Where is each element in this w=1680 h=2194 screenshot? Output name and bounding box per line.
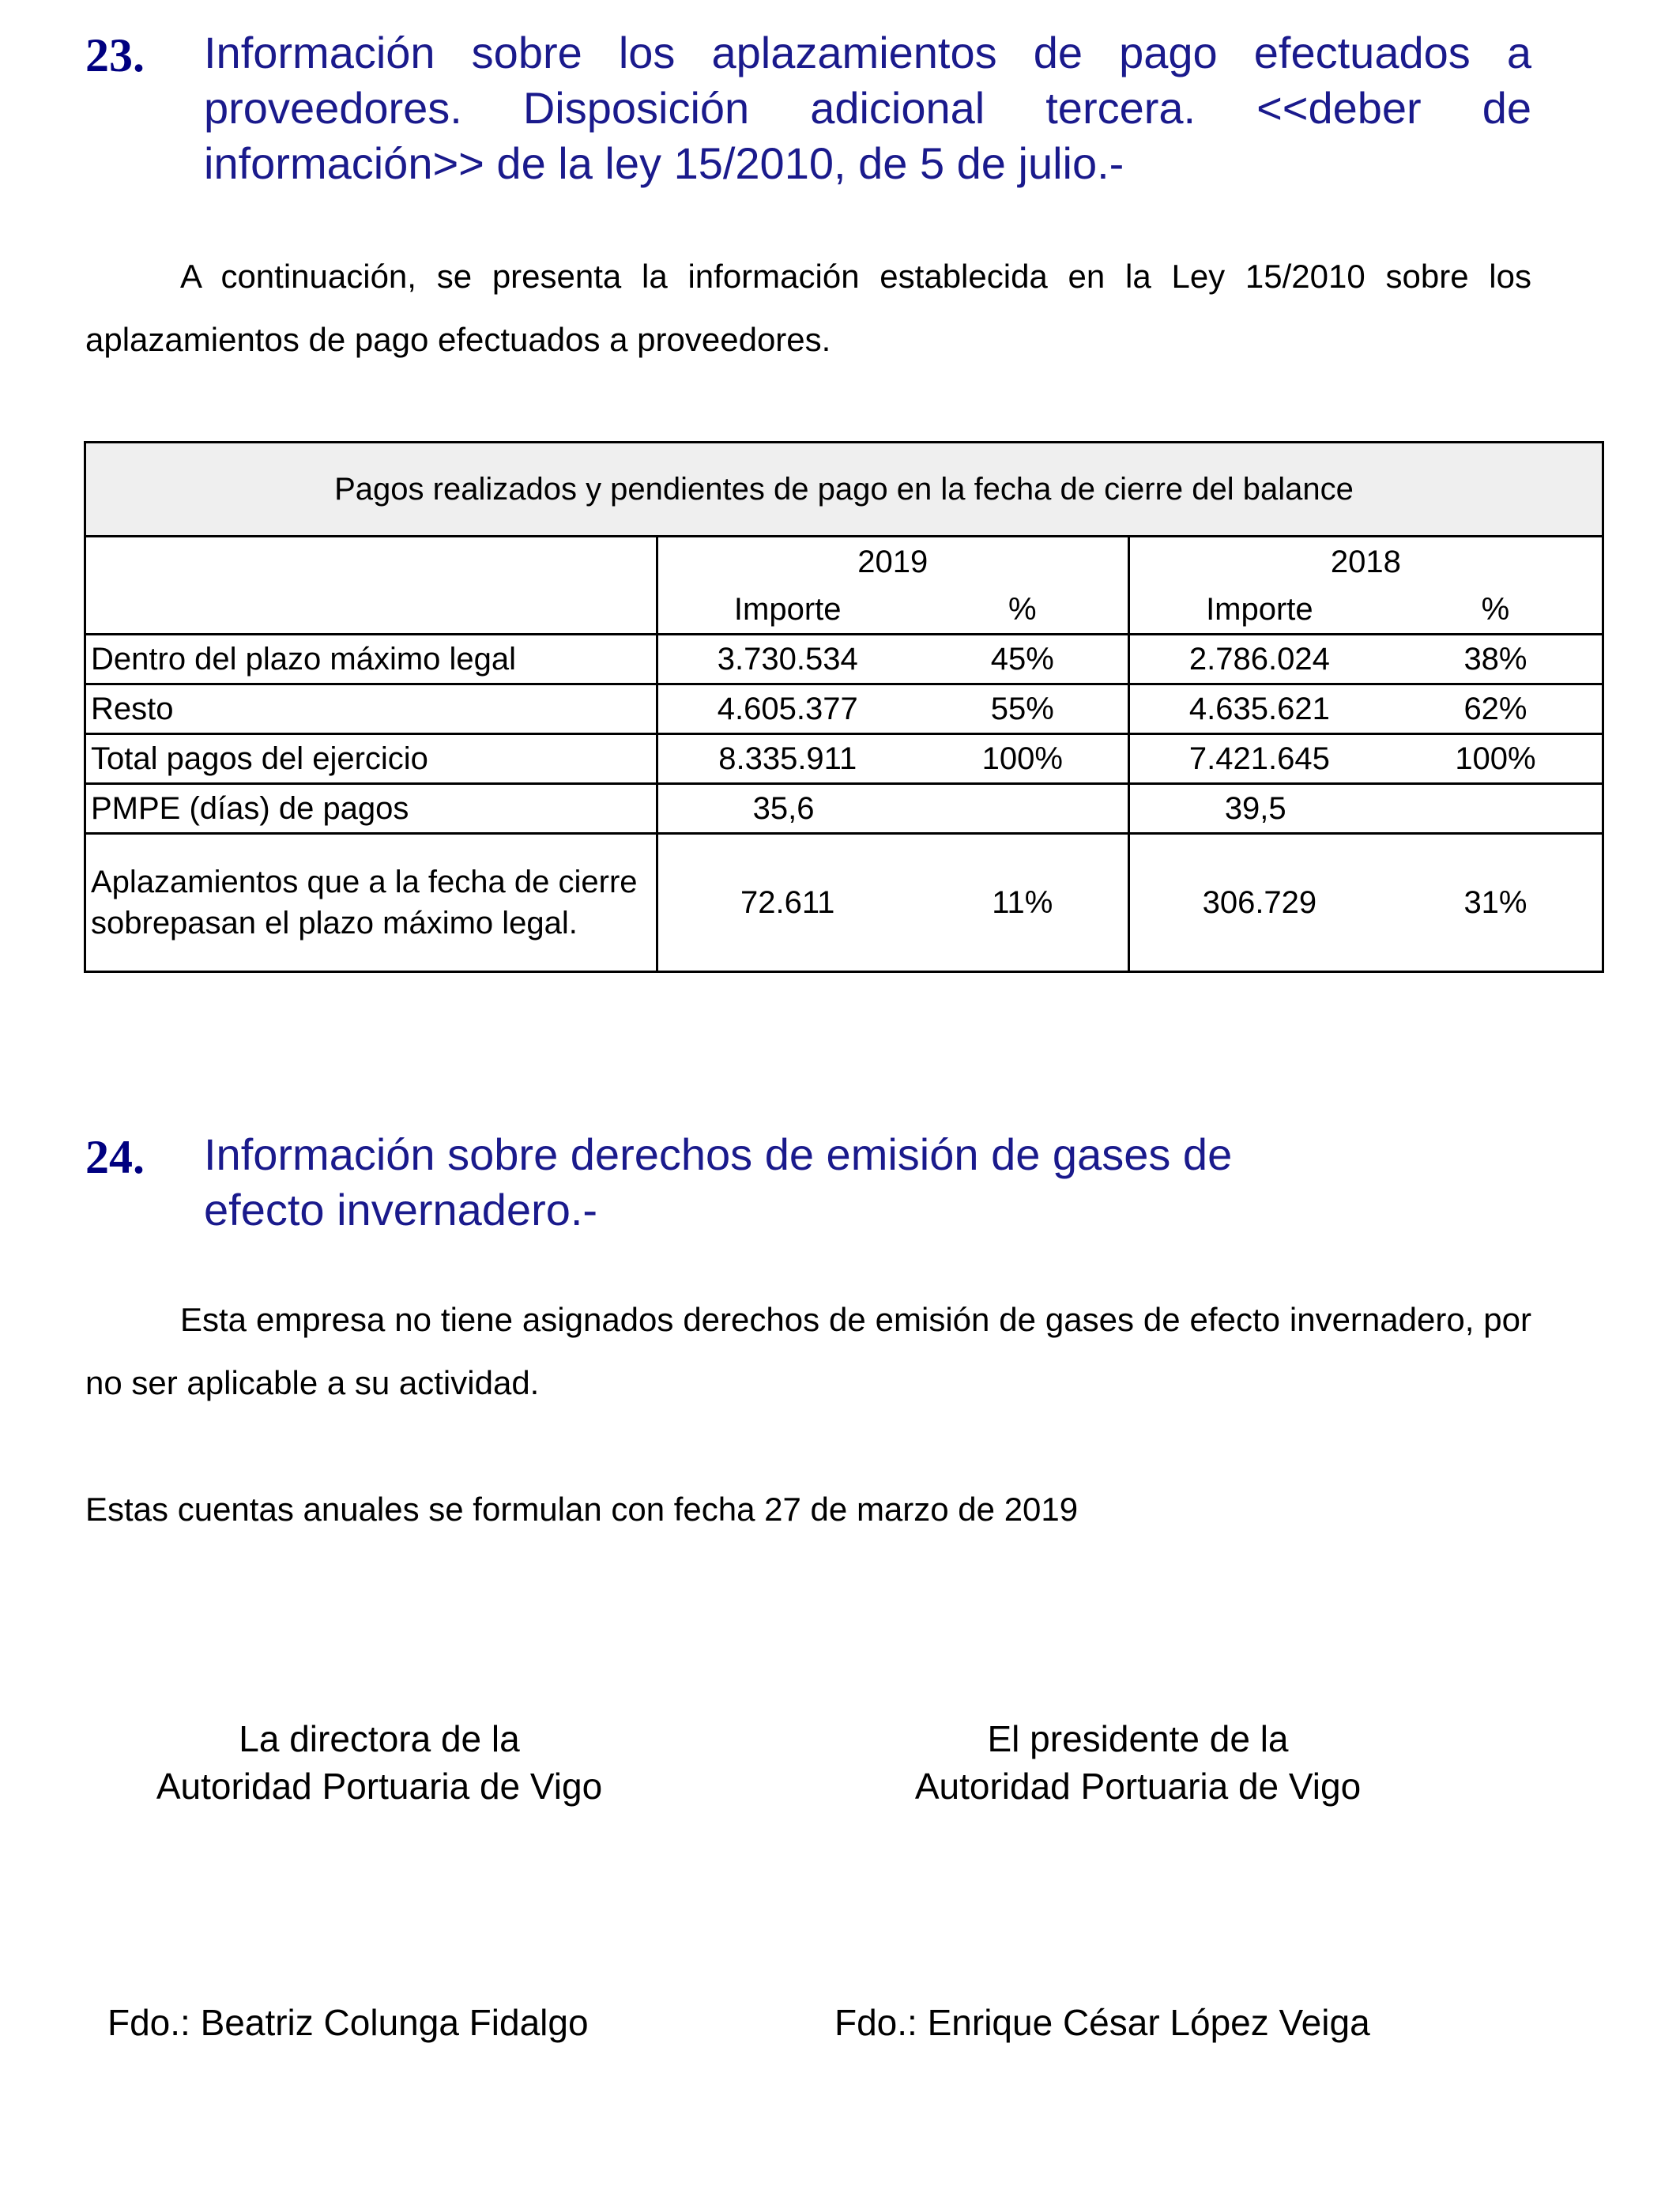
percent-2018: 62% — [1389, 684, 1603, 734]
section-23-intro — [85, 245, 1531, 371]
amount-2019: 72.611 — [657, 834, 917, 972]
percent-2018: 38% — [1389, 635, 1603, 684]
amount-2018: 39,5 — [1128, 784, 1389, 834]
subheader-percent: % — [917, 587, 1129, 635]
closing-statement: Estas cuentas anuales se formulan con fecha 27 de marzo de 2019 — [85, 1491, 1079, 1528]
percent-2019: 11% — [917, 834, 1129, 972]
section-number: 23. — [85, 29, 145, 81]
table-caption: Pagos realizados y pendientes de pago en la fecha de cierre del balance — [85, 443, 1603, 537]
signatory-role: El presidente de la — [987, 1718, 1289, 1759]
amount-2018: 306.729 — [1128, 834, 1389, 972]
amount-2018: 4.635.621 — [1128, 684, 1389, 734]
amount-2019: 3.730.534 — [657, 635, 917, 684]
percent-2018: 100% — [1389, 734, 1603, 784]
row-label: Total pagos del ejercicio — [85, 734, 657, 784]
signatory-role: La directora de la — [239, 1718, 520, 1759]
intro-text: A continuación, se presenta la información establecida en la Ley 15/2010 sobre los aplazamientos de pago efectuados a proveedores. — [85, 258, 1531, 358]
section-title: Información sobre derechos de emisión de gases de efecto invernadero.- — [204, 1129, 1233, 1235]
percent-2019: 55% — [917, 684, 1129, 734]
row-label: PMPE (días) de pagos — [85, 784, 657, 834]
table-row — [85, 734, 1603, 784]
table-row — [85, 635, 1603, 684]
subheader-percent: % — [1389, 587, 1603, 635]
table-row — [85, 834, 1603, 972]
year-2018: 2018 — [1128, 537, 1603, 587]
table-row — [85, 784, 1603, 834]
percent-2019: 45% — [917, 635, 1129, 684]
year-2019: 2019 — [657, 537, 1128, 587]
signature-block-right — [861, 1715, 1414, 1810]
signatory-name-right: Fdo.: Enrique César López Veiga — [834, 2002, 1370, 2043]
signature-block-left — [103, 1715, 656, 1810]
section-24-body — [85, 1288, 1531, 1415]
section-title: Información sobre los aplazamientos de pago efectuados a proveedores. Disposición adicional tercera. <<deber de información>> de la ley 15/2010, de 5 de julio.- — [204, 28, 1531, 188]
amount-2018: 2.786.024 — [1128, 635, 1389, 684]
amount-2019: 35,6 — [657, 784, 917, 834]
row-label: Dentro del plazo máximo legal — [85, 635, 657, 684]
body-text: Esta empresa no tiene asignados derechos de emisión de gases de efecto invernadero, por no ser aplicable a su actividad. — [85, 1301, 1531, 1401]
signatory-name-left: Fdo.: Beatriz Colunga Fidalgo — [107, 2002, 589, 2043]
header-empty-cell — [85, 537, 657, 635]
percent-2019: 100% — [917, 734, 1129, 784]
row-label: Aplazamientos que a la fecha de cierre sobrepasan el plazo máximo legal. — [85, 834, 657, 972]
signatory-organization: Autoridad Portuaria de Vigo — [156, 1766, 603, 1807]
percent-2018 — [1389, 784, 1603, 834]
subheader-importe: Importe — [1128, 587, 1389, 635]
amount-2019: 4.605.377 — [657, 684, 917, 734]
amount-2019: 8.335.911 — [657, 734, 917, 784]
row-label: Resto — [85, 684, 657, 734]
percent-2018: 31% — [1389, 834, 1603, 972]
subheader-importe: Importe — [657, 587, 917, 635]
amount-2018: 7.421.645 — [1128, 734, 1389, 784]
section-number: 24. — [85, 1131, 145, 1183]
table-row — [85, 684, 1603, 734]
signatory-organization: Autoridad Portuaria de Vigo — [914, 1766, 1362, 1807]
payments-table — [84, 441, 1604, 973]
percent-2019 — [917, 784, 1129, 834]
